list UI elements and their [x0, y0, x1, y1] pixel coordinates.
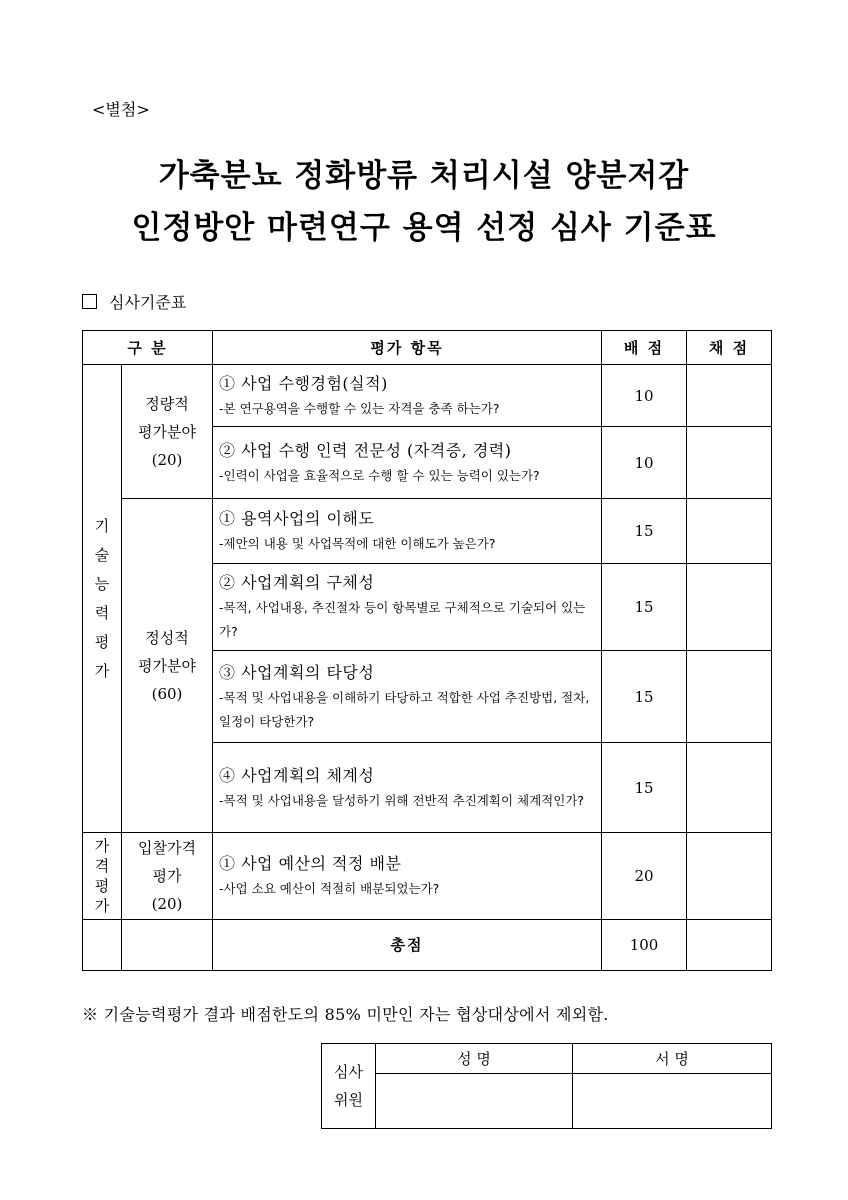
item-description: -제안의 내용 및 사업목적에 대한 이해도가 높은가? — [219, 536, 496, 552]
name-field[interactable] — [376, 1074, 573, 1129]
item-points: 10 — [602, 426, 687, 499]
table-row — [83, 499, 772, 564]
grade-cell — [687, 426, 772, 499]
signature-header: 서 명 — [573, 1044, 772, 1074]
name-header: 성 명 — [376, 1044, 573, 1074]
eval-item — [213, 743, 602, 833]
grade-cell — [687, 743, 772, 833]
eval-item — [213, 365, 602, 426]
section-heading — [82, 290, 186, 313]
item-description: -인력이 사업을 효율적으로 수행 할 수 있는 능력이 있는가? — [219, 467, 540, 483]
item-description: -사업 소요 예산이 적절히 배분되었는가? — [219, 880, 440, 896]
table-header-row — [83, 331, 772, 365]
empty-cell — [122, 919, 213, 970]
grade-cell — [687, 651, 772, 743]
item-points: 20 — [602, 832, 687, 919]
table-row — [83, 832, 772, 919]
empty-cell — [83, 919, 122, 970]
item-title: ① 용역사업의 이해도 — [219, 509, 375, 529]
grade-cell — [687, 365, 772, 426]
item-description: -목적 및 사업내용을 이해하기 타당하고 적합한 사업 추진방법, 절차, 일정이 타당한가? — [219, 689, 590, 729]
grade-cell — [687, 832, 772, 919]
header-items: 평가 항목 — [213, 331, 602, 365]
eval-item — [213, 563, 602, 651]
signature-table — [321, 1043, 772, 1129]
item-points: 15 — [602, 499, 687, 564]
item-title: ③ 사업계획의 타당성 — [219, 662, 375, 682]
eval-item — [213, 499, 602, 564]
signature-field[interactable] — [573, 1074, 772, 1129]
document-title-line1: 가축분뇨 정화방류 처리시설 양분저감 — [158, 158, 690, 194]
item-title: ② 사업계획의 구체성 — [219, 573, 375, 593]
item-points: 15 — [602, 651, 687, 743]
total-label: 총점 — [213, 919, 602, 970]
item-title: ② 사업 수행 인력 전문성 (자격증, 경력) — [219, 440, 512, 460]
quant-eval-label: 정량적 평가분야 (20) — [122, 365, 213, 499]
document-title-line2: 인정방안 마련연구 용역 선정 심사 기준표 — [131, 210, 717, 246]
grade-cell — [687, 499, 772, 564]
item-points: 15 — [602, 563, 687, 651]
item-title: ① 사업 예산의 적정 배분 — [219, 853, 402, 873]
qual-eval-label: 정성적 평가분야 (60) — [122, 499, 213, 833]
item-title: ① 사업 수행경험(실적) — [219, 373, 388, 393]
reviewer-label: 심사 위원 — [322, 1044, 376, 1129]
total-grade-cell — [687, 919, 772, 970]
tech-eval-label: 기 술 능 력 평 가 — [83, 365, 122, 833]
attachment-label: <별첨> — [92, 100, 150, 119]
eval-item — [213, 832, 602, 919]
header-grade: 채 점 — [687, 331, 772, 365]
section-label: 심사기준표 — [109, 293, 187, 312]
total-row — [83, 919, 772, 970]
item-description: -목적, 사업내용, 추진절차 등이 항목별로 구체적으로 기술되어 있는가? — [219, 600, 586, 640]
eval-item — [213, 426, 602, 499]
footnote: ※ 기술능력평가 결과 배점한도의 85% 미만인 자는 협상대상에서 제외함. — [82, 1005, 609, 1024]
square-bullet-icon — [82, 294, 97, 309]
grade-cell — [687, 563, 772, 651]
price-eval-label: 가 격 평 가 — [83, 832, 122, 919]
item-points: 10 — [602, 365, 687, 426]
eval-item — [213, 651, 602, 743]
signature-row — [322, 1074, 772, 1129]
total-points: 100 — [602, 919, 687, 970]
evaluation-criteria-table — [82, 330, 772, 971]
table-row — [83, 365, 772, 426]
signature-header-row — [322, 1044, 772, 1074]
header-category: 구 분 — [83, 331, 213, 365]
item-title: ④ 사업계획의 체계성 — [219, 765, 375, 785]
item-description: -목적 및 사업내용을 달성하기 위해 전반적 추진계획이 체계적인가? — [219, 792, 585, 808]
header-points: 배 점 — [602, 331, 687, 365]
item-description: -본 연구용역을 수행할 수 있는 자격을 충족 하는가? — [219, 400, 500, 416]
item-points: 15 — [602, 743, 687, 833]
bid-price-label: 입찰가격 평가 (20) — [122, 832, 213, 919]
